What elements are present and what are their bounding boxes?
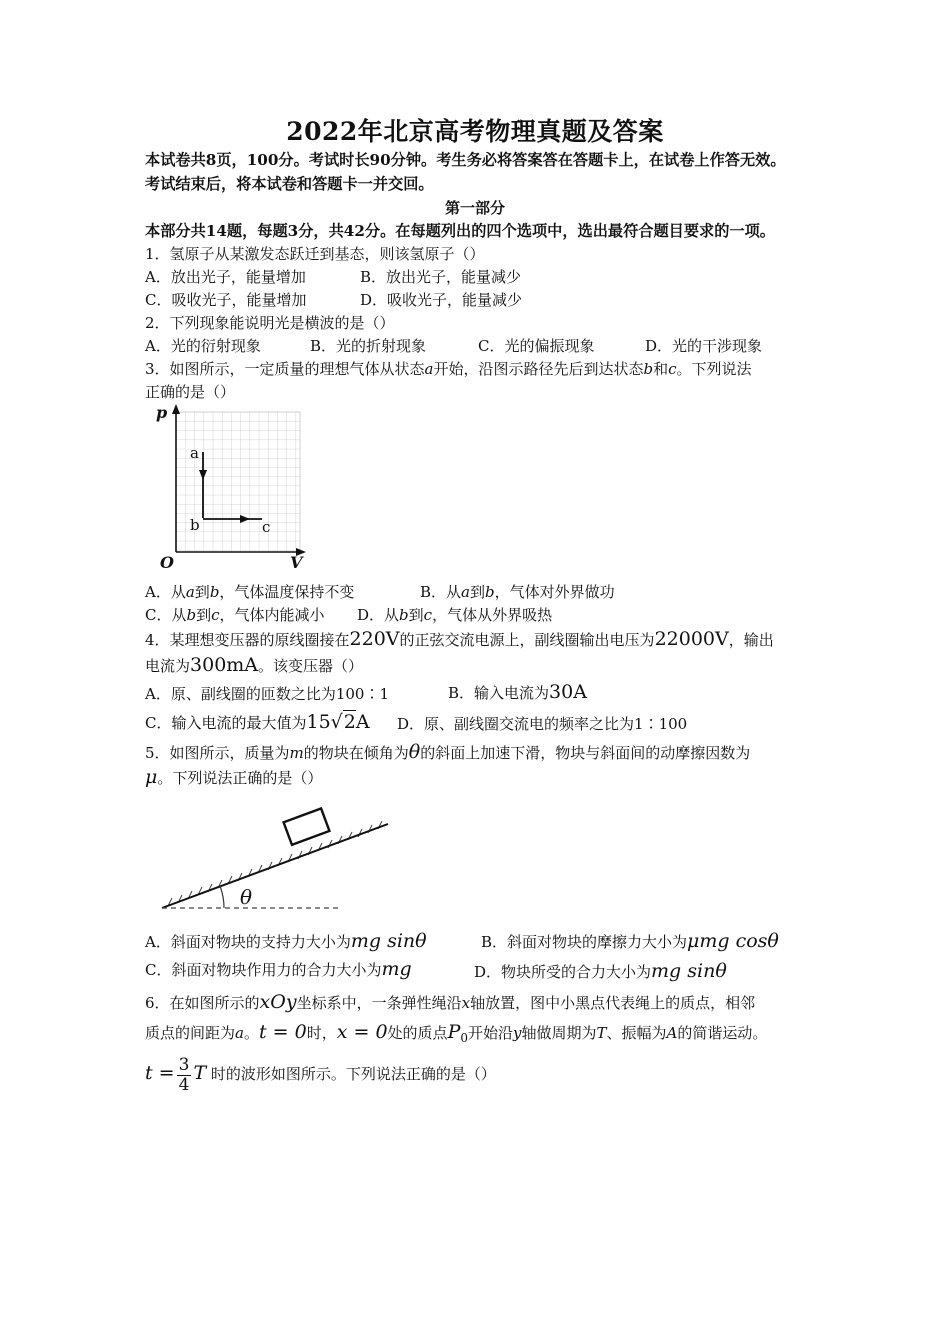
q4-stem-line-1: 4．某理想变压器的原线圈接在220V的正弦交流电源上，副线圈输出电压为22000V，输出 (145, 628, 774, 650)
q3-option-b[interactable]: B．从a到b，气体对外界做功 (420, 583, 615, 601)
intro-line-1: 本试卷共8页，100分。考试时长90分钟。考生务必将答案答在答题卡上，在试卷上作答无效。 (145, 151, 786, 169)
point-a-label: a (190, 444, 199, 462)
q6-stem-line-2: 质点的间距为a。t = 0时，x = 0处的质点$P_0$开始沿y轴做周期为T、振幅为A的简谐运动。 (145, 1021, 768, 1045)
q1-stem: 1．氢原子从某激发态跃迁到基态，则该氢原子（） (145, 245, 485, 263)
q5-stem-line-1: 5．如图所示，质量为m的物块在倾角为θ的斜面上加速下滑，物块与斜面间的动摩擦因数为 (145, 741, 751, 763)
part-instructions: 本部分共14题，每题3分，共42分。在每题列出的四个选项中，选出最符合题目要求的一项。 (145, 222, 775, 240)
q5-stem-line-2: μ。下列说法正确的是（） (145, 766, 323, 788)
q5-option-c[interactable]: C．斜面对物块作用力的合力大小为mg (145, 958, 412, 980)
q3-stem-line-1: 3．如图所示，一定质量的理想气体从状态a开始，沿图示路径先后到达状态b和c。下列说法 (145, 360, 752, 378)
q4-option-b[interactable]: B．输入电流为30A (448, 681, 587, 703)
angle-arc (220, 886, 224, 908)
q3-pv-diagram (150, 402, 310, 572)
q2-option-c[interactable]: C．光的偏振现象 (478, 337, 595, 355)
q2-stem: 2．下列现象能说明光是横波的是（） (145, 314, 395, 332)
page-title: 2022年北京高考物理真题及答案 (286, 117, 664, 146)
q1-option-d[interactable]: D．吸收光子，能量减少 (360, 291, 523, 309)
q5-incline-diagram (158, 800, 394, 914)
q3-option-c[interactable]: C．从b到c，气体内能减小 (145, 606, 325, 624)
q4-option-d[interactable]: D．原、副线圈交流电的频率之比为1∶100 (397, 715, 688, 733)
point-b-label: b (190, 516, 200, 534)
q4-stem-line-2: 电流为300mA。该变压器（） (145, 654, 364, 676)
q1-option-c[interactable]: C．吸收光子，能量增加 (145, 291, 307, 309)
q1-option-a[interactable]: A．放出光子，能量增加 (145, 268, 306, 286)
pv-label-v: V (290, 553, 303, 572)
q5-option-b[interactable]: B．斜面对物块的摩擦力大小为μmg cosθ (481, 930, 779, 952)
block (284, 808, 330, 844)
pv-label-origin: O (160, 553, 174, 572)
q3-stem-line-2: 正确的是（） (145, 383, 236, 401)
q4-option-a[interactable]: A．原、副线圈的匝数之比为100∶1 (145, 685, 390, 703)
q2-option-b[interactable]: B．光的折射现象 (310, 337, 427, 355)
q5-option-d[interactable]: D．物块所受的合力大小为mg sinθ (474, 960, 727, 982)
q3-option-d[interactable]: D．从b到c，气体从外界吸热 (357, 606, 553, 624)
fraction-three-quarters: $\frac{3}{4}$ (178, 1054, 190, 1095)
angle-label: θ (240, 885, 253, 909)
q2-option-a[interactable]: A．光的衍射现象 (145, 337, 261, 355)
pv-label-p: p (156, 403, 168, 422)
incline-surface (162, 824, 388, 908)
q6-stem-line-1: 6．在如图所示的xOy坐标系中，一条弹性绳沿x轴放置，图中小黑点代表绳上的质点，相邻 (145, 991, 756, 1013)
pv-axis-p-arrow (172, 404, 180, 414)
q4-option-c[interactable]: C．输入电流的最大值为15√2A (145, 711, 370, 733)
part-heading: 第一部分 (444, 199, 505, 217)
q1-option-b[interactable]: B．放出光子，能量减少 (360, 268, 522, 286)
q3-option-a[interactable]: A．从a到b，气体温度保持不变 (145, 583, 355, 601)
q2-option-d[interactable]: D．光的干涉现象 (645, 337, 763, 355)
q6-stem-line-3: t = $\frac{3}{4}$ T 时的波形如图所示。下列说法正确的是（） (145, 1054, 496, 1095)
intro-line-2: 考试结束后，将本试卷和答题卡一并交回。 (145, 175, 434, 193)
point-c-label: c (262, 518, 271, 536)
q5-option-a[interactable]: A．斜面对物块的支持力大小为mg sinθ (145, 930, 427, 952)
